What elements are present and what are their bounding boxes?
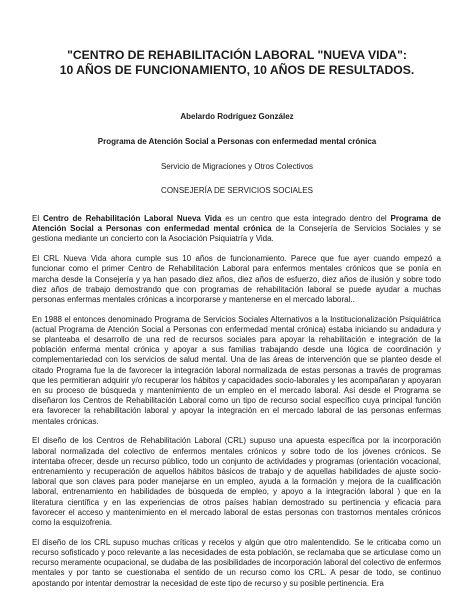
author-name: Abelardo Rodríguez González xyxy=(180,112,294,121)
paragraph-1 xyxy=(32,214,441,245)
p1-text-a: El xyxy=(32,214,43,223)
paragraph-2: El CRL Nueva Vida ahora cumple sus 10 años de funcionamiento. Parece que fue ayer cuando empezó a funcionar como el primer Centro de Rehabilitación Laboral para enfermos mentales crónicos que se ponía en marcha desde la Consejería y ya han pasado diez años, diez años de esfuerzo, diez años de ilusión y sobre todo diez años de trabajo demostrando que con programas de rehabilitación laboral se puede ayudar a muchas personas enfermas mentales crónicas a incorporarse y mantenerse en el mercado laboral.. xyxy=(32,254,441,304)
paragraph-5: El diseño de los CRL supuso muchas críticas y recelos y algún que otro malentendido. Se le criticaba como un recurso sofisticado y poco relevante a las necesidades de esta población, se reclamaba que se articulase como un recurso meramente ocupacional, se dudaba de las posibilidades de incorporación laboral del colectivo de enfermos mentales y por tanto se cuestionaba el sentido de un recurso como los CRL. A pesar de todo, se continuo apostando por intentar demostrar la necesidad de este tipo de recurso y su posible pertinencia. Era xyxy=(32,537,441,588)
p1-text-e: de la Consejería de Servicios Sociales y se gestiona mediante un concierto con la Asociación Psiquiatría y Vida. xyxy=(32,224,441,244)
council-name: CONSEJERÍA DE SERVICIOS SOCIALES xyxy=(161,186,313,195)
paragraph-4: El diseño de los Centros de Rehabilitación Laboral (CRL) supuso una apuesta específica por la incorporación laboral normalizada del colectivo de enfermos mentales crónicos y sobre todo de los jóvenes crónicos. Se intentaba ofrecer, desde un recurso público, todo un conjunto de actividades y programas (orientación vocacional, entrenamiento y recuperación de aquellos hábitos básicos de trabajo y de aquellas habilidades de ajuste socio-laboral que son claves para poder manejarse en un empleo, ayuda a la formación y mejora de la cualificación laboral, entrenamiento en habilidades de búsqueda de empleo, y apoyo a la integración laboral ) que en la literatura científica y en las experiencias de otros países habían demostrado su pertinencia y eficacia para favorecer el acceso y mantenimiento en el mercado laboral de estas personas con trastornos mentales crónicos como la esquizofrenia. xyxy=(32,436,441,527)
program-name: Programa de Atención Social a Personas con enfermedad mental crónica xyxy=(97,137,377,146)
service-name: Servicio de Migraciones y Otros Colectivos xyxy=(160,162,314,171)
document-title xyxy=(30,48,444,78)
document-body xyxy=(32,214,441,598)
title-line-1: "CENTRO DE REHABILITACIÓN LABORAL "NUEVA VIDA": xyxy=(67,48,407,62)
p1-bold-center: Centro de Rehabilitación Laboral Nueva Vida xyxy=(42,214,222,223)
title-line-2: 10 AÑOS DE FUNCIONAMIENTO, 10 AÑOS DE RESULTADOS. xyxy=(59,63,415,77)
p1-bold-program: Programa de Atención Social a Personas con enfermedad mental crónica xyxy=(32,214,442,234)
p1-text-c: es un centro que esta integrado dentro del xyxy=(221,214,391,223)
paragraph-3: En 1988 el entonces denominado Programa de Servicios Sociales Alternativos a la Institucionalización Psiquiátrica (actual Programa de Atención Social a Personas con enfermedad mental crónica) estaba iniciando su andadura y se planteaba el desarrollo de una red de recursos sociales para apoyar la rehabilitación e integración de la población enferma mental crónica y apoyar a sus familias trabajando desde una lógica de coordinación y complementariedad con los servicios de salud mental. Una de las áreas de intervención que se planteo desde el citado Programa fue la de favorecer la integración laboral normalizada de estas personas a través de programas que les permitieran adquirir y/o recuperar los hábitos y capacidades socio-laborales y les acompañaran y apoyaran en su proceso de búsqueda y mantenimiento de un empleo en el mercado laboral. Así desde el Programa se diseñaron los Centros de Rehabilitación Laboral como un tipo de recurso social específico cuya principal función era favorecer la rehabilitación laboral y apoyar la integración en el mercado laboral de las personas enfermas mentales crónicas. xyxy=(32,314,441,426)
